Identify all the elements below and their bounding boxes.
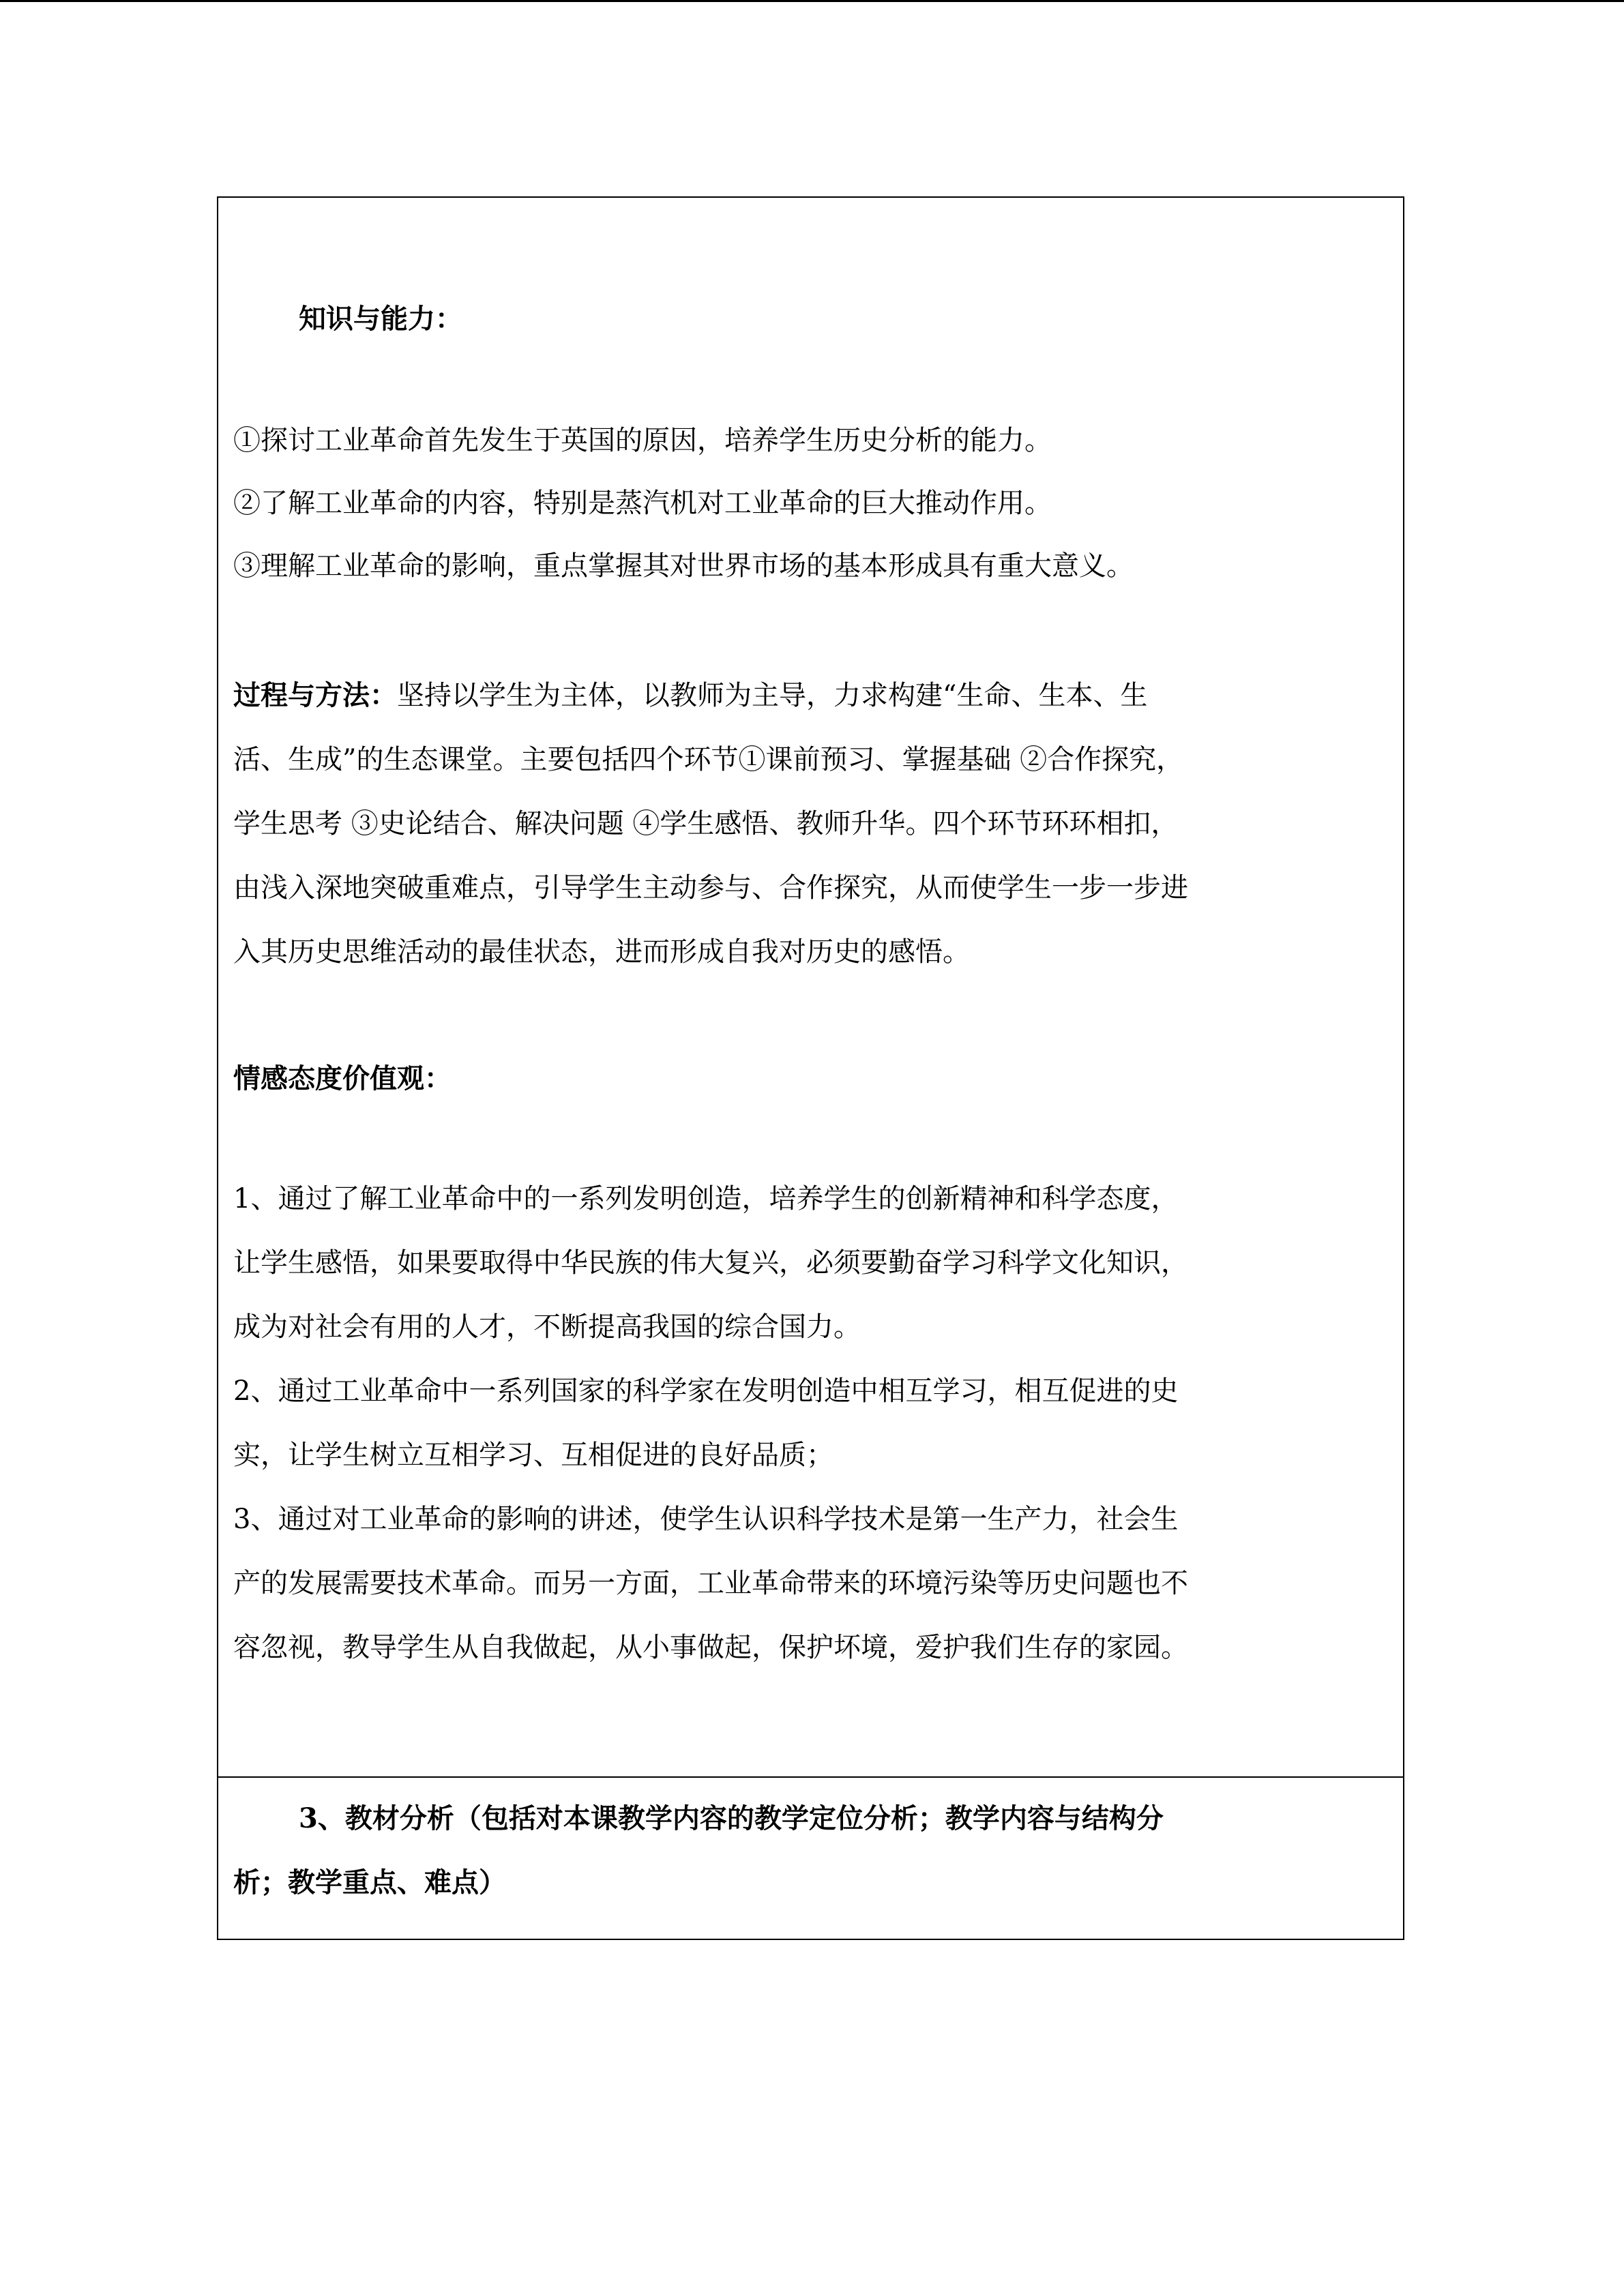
lesson-plan-table [217, 196, 1404, 1940]
knowledge-item-3: ③理解工业革命的影响，重点掌握其对世界市场的基本形成具有重大意义。 [233, 550, 1134, 582]
knowledge-ability-heading: 知识与能力： [299, 303, 462, 335]
values-line-3: 成为对社会有用的人才，不断提高我国的综合国力。 [233, 1311, 861, 1343]
values-line-4: 2、通过工业革命中一系列国家的科学家在发明创造中相互学习，相互促进的史 [233, 1375, 1179, 1407]
textbook-analysis-cell [218, 1778, 1403, 1939]
teaching-objectives-cell [218, 198, 1403, 1778]
process-method-line-2: 活、生成”的生态课堂。主要包括四个环节①课前预习、掌握基础 ②合作探究， [233, 744, 1184, 775]
values-line-1: 1、通过了解工业革命中的一系列发明创造，培养学生的创新精神和科学态度， [233, 1183, 1179, 1214]
process-method-heading: 过程与方法： [233, 679, 397, 711]
values-line-7: 产的发展需要技术革命。而另一方面，工业革命带来的环境污染等历史问题也不 [233, 1568, 1188, 1599]
process-method-line-5: 入其历史思维活动的最佳状态，进而形成自我对历史的感悟。 [233, 936, 970, 968]
process-method-text-1: 坚持以学生为主体，以教师为主导，力求构建“生命、生本、生 [397, 680, 1148, 711]
process-method-line-4: 由浅入深地突破重难点，引导学生主动参与、合作探究，从而使学生一步一步进 [233, 872, 1188, 904]
textbook-analysis-heading-line-1: 3、教材分析（包括对本课教学内容的教学定位分析；教学内容与结构分 [299, 1802, 1164, 1834]
values-line-2: 让学生感悟，如果要取得中华民族的伟大复兴，必须要勤奋学习科学文化知识， [233, 1247, 1188, 1279]
knowledge-item-1: ①探讨工业革命首先发生于英国的原因，培养学生历史分析的能力。 [233, 425, 1052, 456]
textbook-analysis-heading-line-2: 析；教学重点、难点） [233, 1866, 506, 1898]
values-line-8: 容忽视，教导学生从自我做起，从小事做起，保护坏境，爱护我们生存的家园。 [233, 1632, 1188, 1663]
knowledge-item-2: ②了解工业革命的内容，特别是蒸汽机对工业革命的巨大推动作用。 [233, 488, 1052, 519]
values-heading: 情感态度价值观： [233, 1062, 452, 1094]
page-top-border [0, 0, 1624, 2]
process-method-line-1 [233, 679, 1147, 712]
process-method-line-3: 学生思考 ③史论结合、解决问题 ④学生感悟、教师升华。四个环节环环相扣， [233, 808, 1179, 839]
values-line-6: 3、通过对工业革命的影响的讲述，使学生认识科学技术是第一生产力，社会生 [233, 1504, 1179, 1535]
values-line-5: 实，让学生树立互相学习、互相促进的良好品质； [233, 1440, 833, 1471]
